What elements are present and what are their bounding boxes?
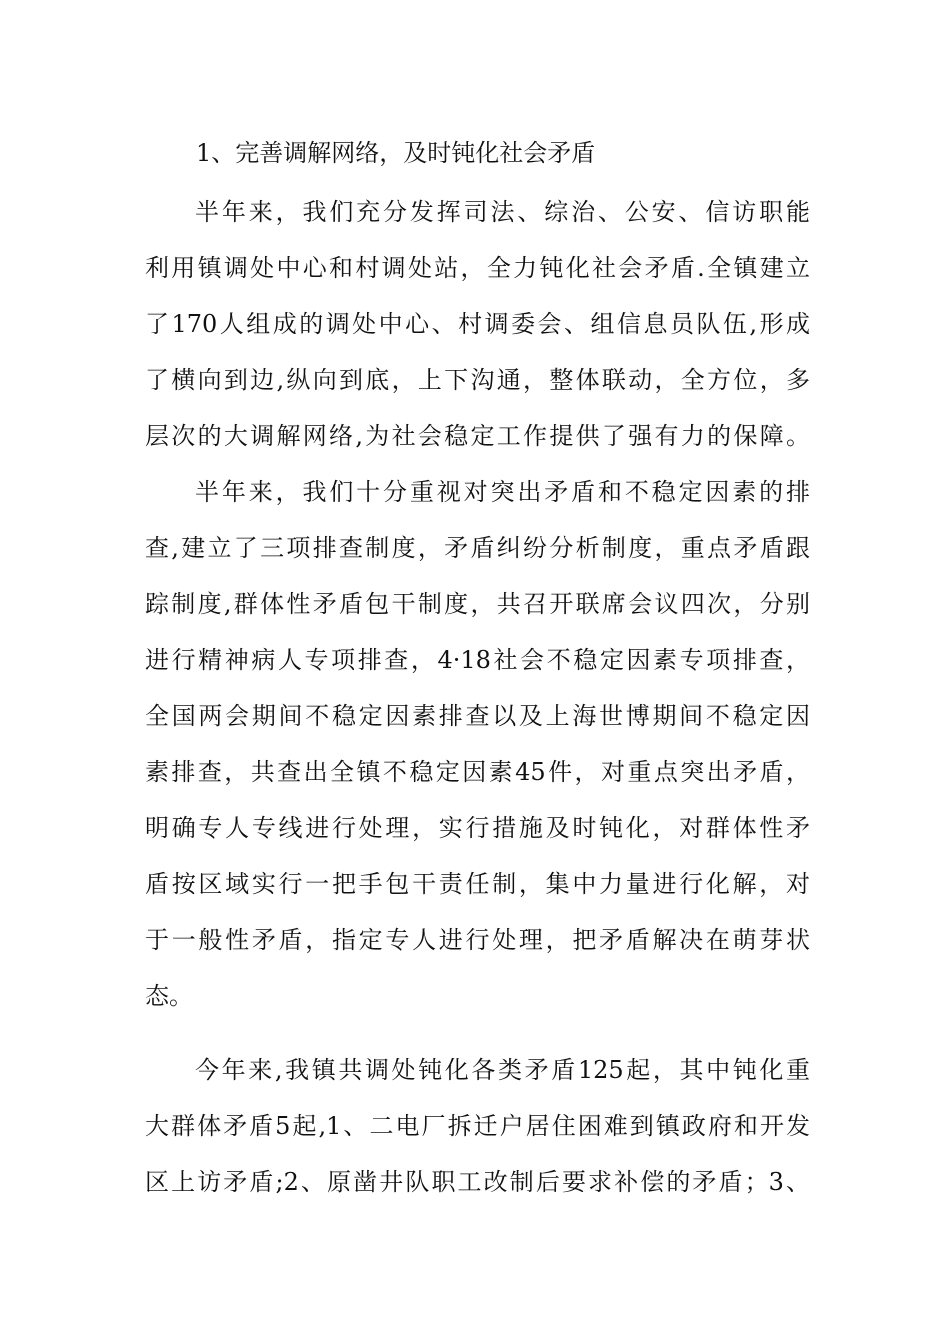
paragraph-line: 大群体矛盾5起,1、二电厂拆迁户居住困难到镇政府和开发 [145,1112,810,1140]
paragraph-line: 盾按区域实行一把手包干责任制，集中力量进行化解，对 [145,870,810,898]
paragraph-line: 明确专人专线进行处理，实行措施及时钝化，对群体性矛 [145,814,810,842]
paragraph-line: 了170人组成的调处中心、村调委会、组信息员队伍,形成 [145,310,810,338]
paragraph-line: 半年来，我们充分发挥司法、综治、公安、信访职能 [195,198,810,226]
paragraph-2 [145,464,810,1024]
paragraph-3 [145,1042,810,1210]
section-heading: 1、完善调解网络，及时钝化社会矛盾 [196,139,596,167]
paragraph-line: 素排查，共查出全镇不稳定因素45件，对重点突出矛盾， [145,758,810,786]
paragraph-line: 区上访矛盾;2、原凿井队职工改制后要求补偿的矛盾；3、 [145,1168,810,1196]
paragraph-1 [145,184,810,464]
paragraph-line: 态。 [145,982,193,1010]
paragraph-line: 利用镇调处中心和村调处站，全力钝化社会矛盾.全镇建立 [145,254,810,282]
paragraph-line: 于一般性矛盾，指定专人进行处理，把矛盾解决在萌芽状 [145,926,810,954]
paragraph-line: 全国两会期间不稳定因素排查以及上海世博期间不稳定因 [145,702,810,730]
paragraph-line: 今年来,我镇共调处钝化各类矛盾125起，其中钝化重 [195,1056,810,1084]
paragraph-line: 半年来，我们十分重视对突出矛盾和不稳定因素的排 [195,478,810,506]
paragraph-line: 进行精神病人专项排查，4·18社会不稳定因素专项排查， [145,646,810,674]
paragraph-line: 了横向到边,纵向到底，上下沟通，整体联动，全方位，多 [145,366,810,394]
paragraph-line: 层次的大调解网络,为社会稳定工作提供了强有力的保障。 [145,422,810,450]
paragraph-line: 查,建立了三项排查制度，矛盾纠纷分析制度，重点矛盾跟 [145,534,810,562]
paragraph-line: 踪制度,群体性矛盾包干制度，共召开联席会议四次，分别 [145,590,810,618]
